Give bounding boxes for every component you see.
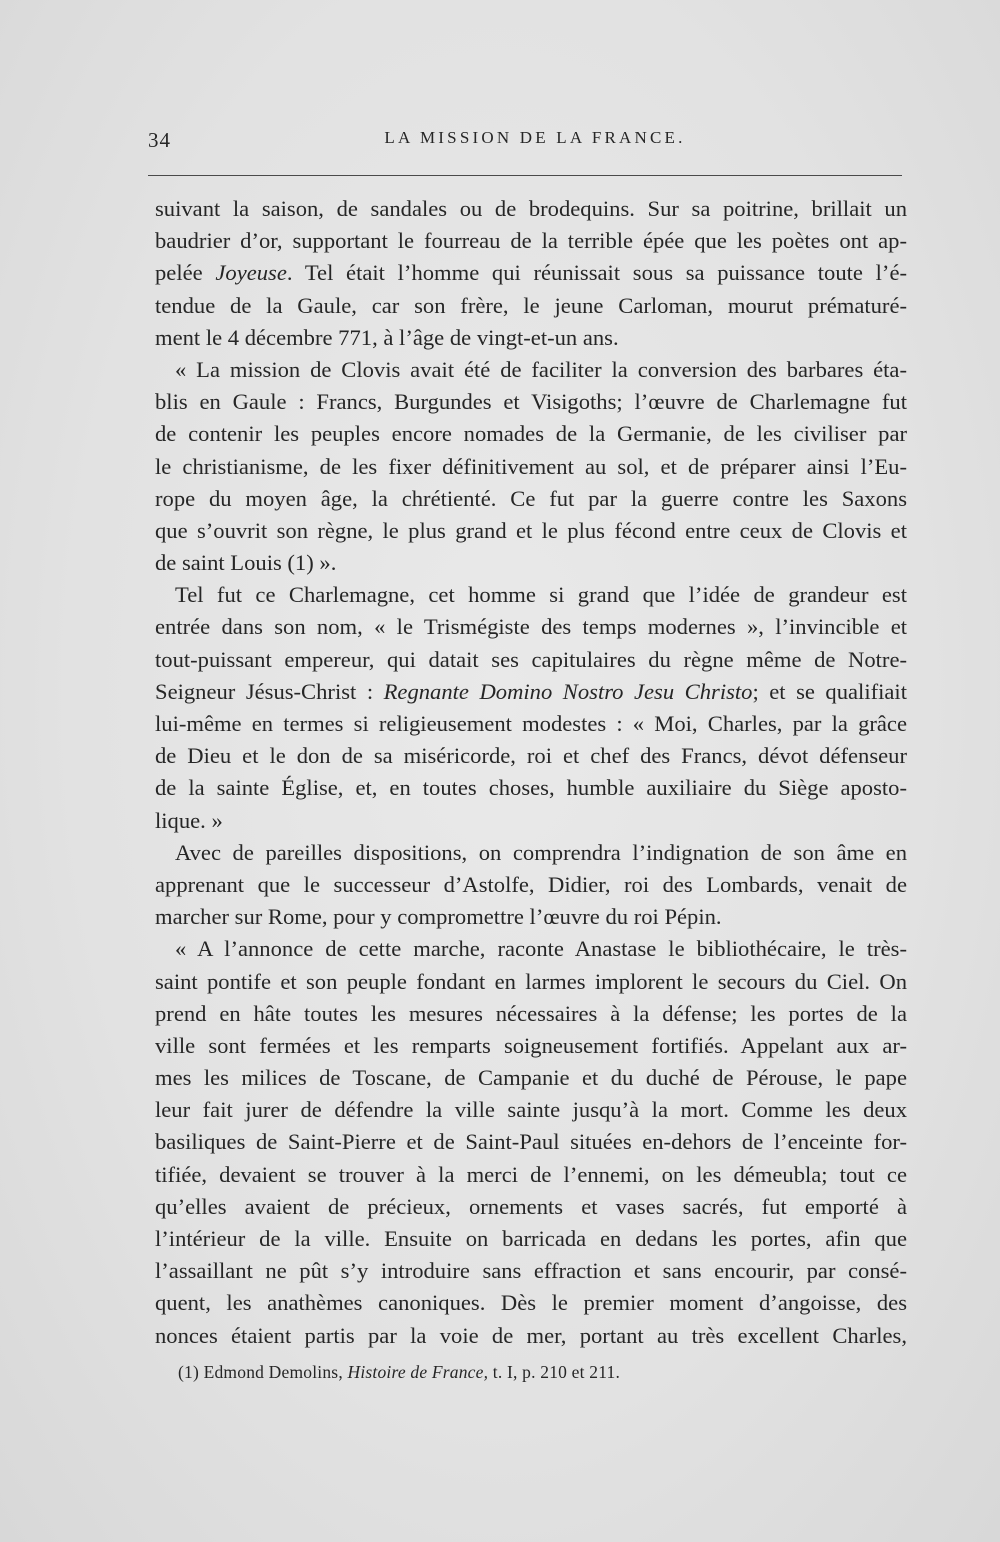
text-line: tout-puissant empereur, qui datait ses capitulaires du règne même de Notre- — [155, 646, 907, 672]
text-line: « A l’annonce de cette marche, raconte Anastase le bibliothécaire, le très- — [175, 936, 907, 962]
running-head — [148, 128, 902, 158]
text-line: nonces étaient partis par la voie de mer, portant au très excellent Charles, — [155, 1322, 907, 1348]
text-line: de contenir les peuples encore nomades de la Germanie, de les civiliser par — [155, 421, 907, 447]
text-line: ment le 4 décembre 771, à l’âge de vingt-et-un ans. — [155, 324, 619, 350]
text-line: tifiée, devaient se trouver à la merci de l’ennemi, on les démeubla; tout ce — [155, 1161, 907, 1187]
text-line: prend en hâte toutes les mesures nécessaires à la défense; les portes de la — [155, 1000, 907, 1026]
text-line: de saint Louis (1) ». — [155, 550, 337, 576]
text-line: rope du moyen âge, la chrétienté. Ce fut par la guerre contre les Saxons — [155, 485, 907, 511]
text-line: Seigneur Jésus-Christ : Regnante Domino Nostro Jesu Christo; et se qualifiait — [155, 678, 907, 704]
footnote — [178, 1362, 620, 1383]
footnote-reference: t. I, p. 210 et 211. — [492, 1362, 621, 1382]
footnote-marker: (1) — [178, 1362, 200, 1382]
text-line: blis en Gaule : Francs, Burgundes et Visigoths; l’œuvre de Charlemagne fut — [155, 389, 907, 415]
text-line: « La mission de Clovis avait été de faciliter la conversion des barbares éta- — [175, 356, 907, 382]
text-line: le christianisme, de les fixer définitivement au sol, et de préparer ainsi l’Eu- — [155, 453, 907, 479]
text-line: lique. » — [155, 807, 223, 833]
footnote-work-title: Histoire de France, — [347, 1362, 489, 1382]
text-line: Avec de pareilles dispositions, on comprendra l’indignation de son âme en — [175, 839, 907, 865]
text-line: saint pontife et son peuple fondant en larmes implorent le secours du Ciel. On — [155, 968, 907, 994]
text-line: marcher sur Rome, pour y compromettre l’œuvre du roi Pépin. — [155, 904, 722, 930]
text-line: baudrier d’or, supportant le fourreau de la terrible épée que les poètes ont ap- — [155, 228, 907, 254]
text-line: entrée dans son nom, « le Trismégiste des temps modernes », l’invincible et — [155, 614, 907, 640]
text-line: que s’ouvrit son règne, le plus grand et le plus fécond entre ceux de Clovis et — [155, 517, 907, 543]
text-line: mes les milices de Toscane, de Campanie et du duché de Pérouse, le pape — [155, 1065, 907, 1091]
body-text — [155, 193, 907, 1352]
text-line: basiliques de Saint-Pierre et de Saint-Paul situées en-dehors de l’enceinte for- — [155, 1129, 907, 1155]
page-number: 34 — [148, 128, 171, 152]
running-title: LA MISSION DE LA FRANCE. — [384, 128, 686, 147]
text-line: suivant la saison, de sandales ou de brodequins. Sur sa poitrine, brillait un — [155, 196, 907, 221]
text-line: tendue de la Gaule, car son frère, le jeune Carloman, mourut prématuré- — [155, 292, 907, 318]
text-line: de la sainte Église, et, en toutes choses, humble auxiliaire du Siège aposto- — [155, 775, 907, 801]
header-rule — [148, 175, 902, 176]
text-line: de Dieu et le don de sa miséricorde, roi et chef des Francs, dévot défenseur — [155, 743, 907, 769]
text-line: Tel fut ce Charlemagne, cet homme si grand que l’idée de grandeur est — [175, 582, 907, 608]
footnote-author: Edmond Demolins, — [203, 1362, 343, 1382]
text-line: lui-même en termes si religieusement modestes : « Moi, Charles, par la grâce — [155, 711, 907, 736]
text-line: qu’elles avaient de précieux, ornements et vases sacrés, fut emporté à — [155, 1193, 907, 1219]
text-line: l’intérieur de la ville. Ensuite on barricada en dedans les portes, afin que — [155, 1226, 907, 1251]
text-line: leur fait jurer de défendre la ville sainte jusqu’à la mort. Comme les deux — [155, 1097, 907, 1123]
text-line: quent, les anathèmes canoniques. Dès le premier moment d’angoisse, des — [155, 1290, 907, 1316]
text-line: apprenant que le successeur d’Astolfe, Didier, roi des Lombards, venait de — [155, 871, 907, 897]
text-line: ville sont fermées et les remparts soigneusement fortifiés. Appelant aux ar- — [155, 1032, 907, 1058]
text-line: l’assaillant ne pût s’y introduire sans effraction et sans encourir, par consé- — [155, 1258, 907, 1284]
text-line: pelée Joyeuse. Tel était l’homme qui réunissait sous sa puissance toute l’é- — [155, 260, 907, 286]
